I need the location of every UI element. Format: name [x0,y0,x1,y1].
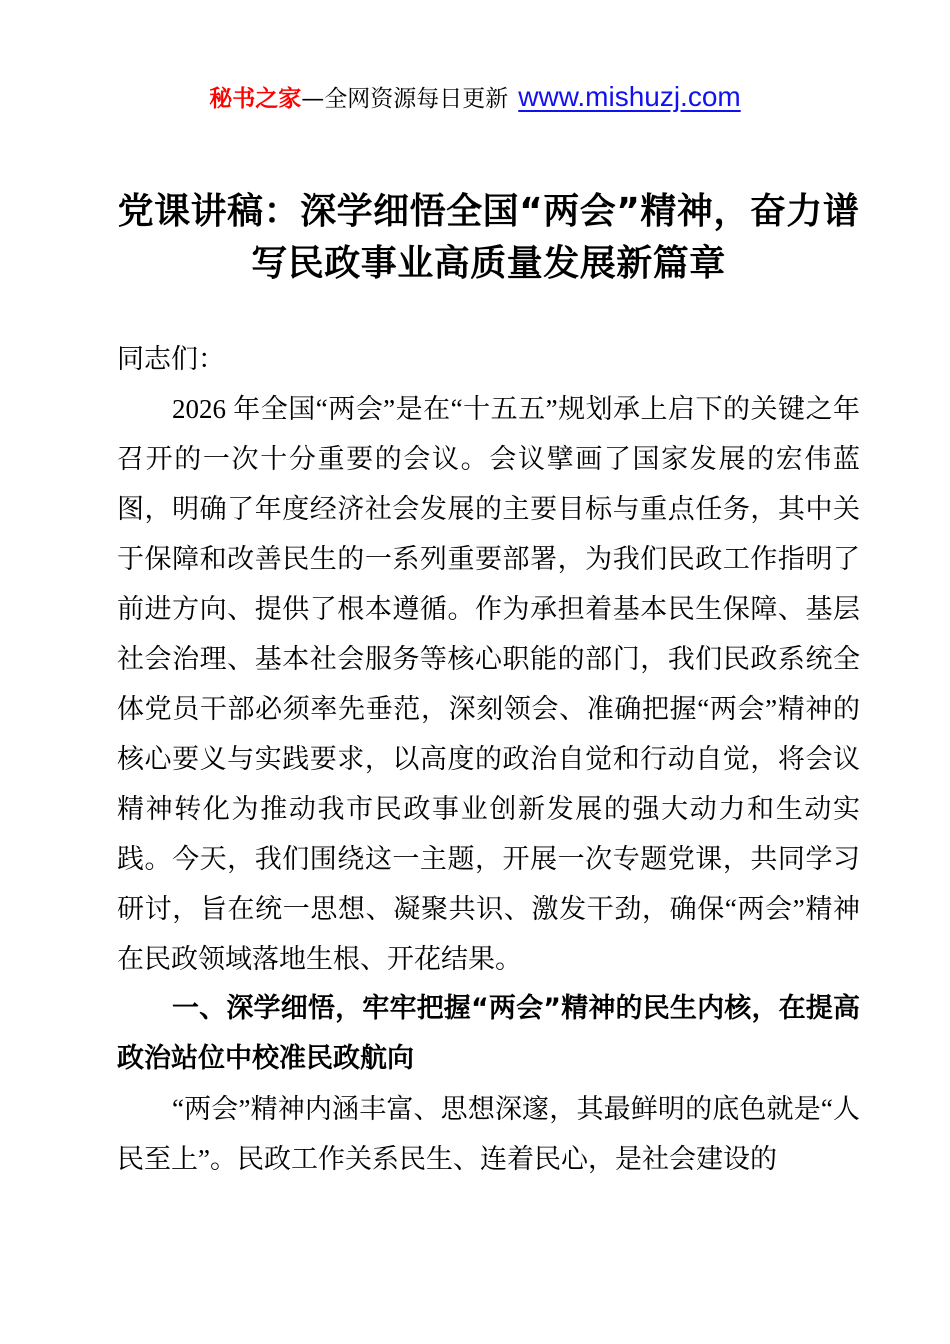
document-body [117,334,860,1184]
section-heading-1: 一、深学细悟，牢牢把握“两会”精神的民生内核，在提高政治站位中校准民政航向 [117,993,860,1074]
salutation-paragraph: 同志们： [117,344,225,374]
site-url-link[interactable]: www.mishuzj.com [518,81,741,112]
document-content [117,186,860,1184]
document-title: 党课讲稿：深学细悟全国“两会”精神，奋力谱写民政事业高质量发展新篇章 [117,191,860,284]
site-header [0,0,950,117]
section-1-paragraph: “两会”精神内涵丰富、思想深邃，其最鲜明的底色就是“人民至上”。民政工作关系民生、连着民心，是社会建设的 [117,1094,860,1174]
site-brand: 秘书之家 [209,86,302,112]
intro-paragraph: 2026 年全国“两会”是在“十五五”规划承上启下的关键之年召开的一次十分重要的会议。会议擘画了国家发展的宏伟蓝图，明确了年度经济社会发展的主要目标与重点任务，其中关于保障和改善民生的一系列重要部署，为我们民政工作指明了前进方向、提供了根本遵循。作为承担着基本民生保障、基层社会治理、基本社会服务等核心职能的部门，我们民政系统全体党员干部必须率先垂范，深刻领会、准确把握“两会”精神的核心要义与实践要求，以高度的政治自觉和行动自觉，将会议精神转化为推动我市民政事业创新发展的强大动力和生动实践。今天，我们围绕这一主题，开展一次专题党课，共同学习研讨，旨在统一思想、凝聚共识、激发干劲，确保“两会”精神在民政领域落地生根、开花结果。 [117,394,860,974]
site-tagline: —全网资源每日更新 [301,86,509,112]
